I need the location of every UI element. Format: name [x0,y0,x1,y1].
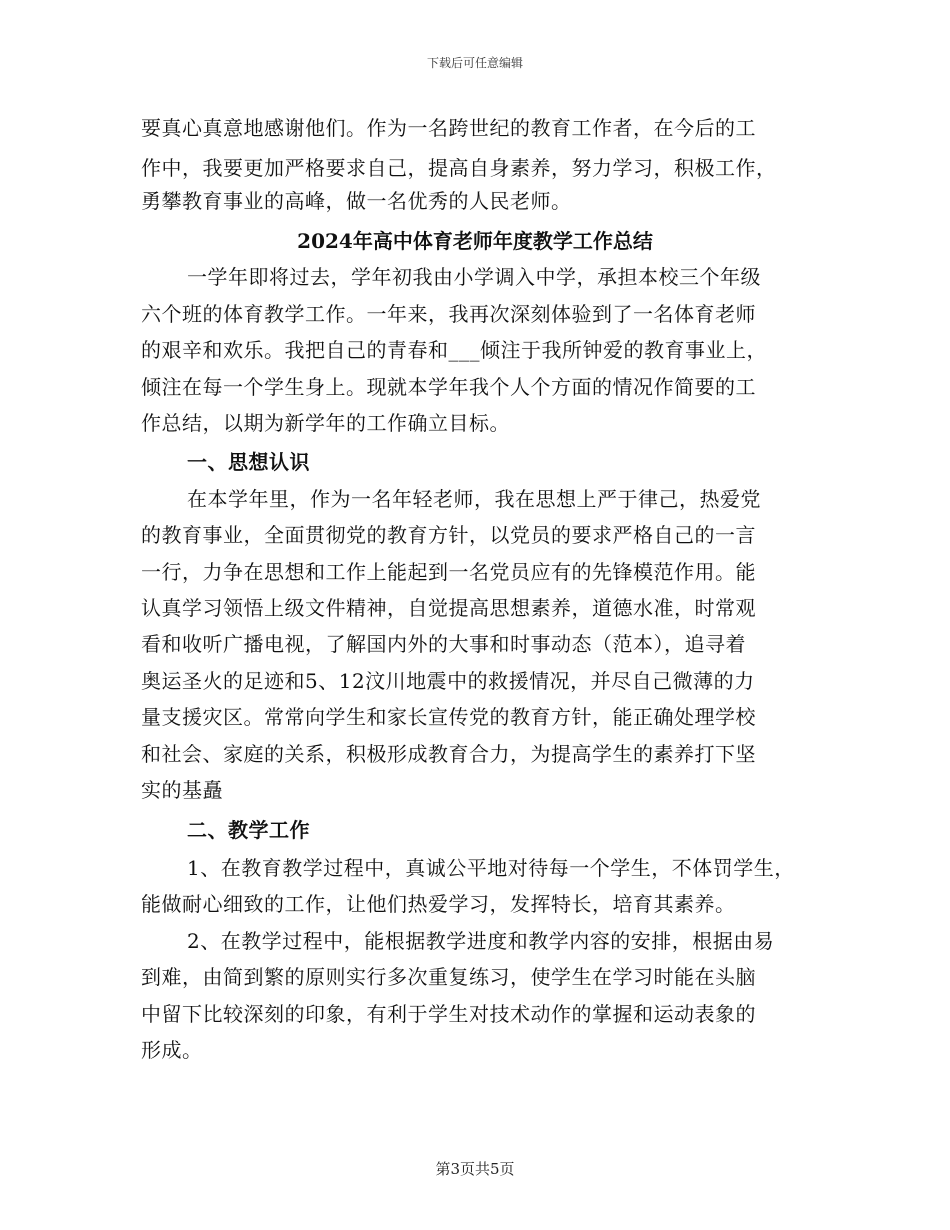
paragraph-line: 形成。 [141,1038,203,1062]
paragraph-line: 和社会、家庭的关系，积极形成教育合力，为提高学生的素养打下坚 [141,742,756,766]
paragraph-line: 1、在教育教学过程中，真诚公平地对待每一个学生，不体罚学生， [187,856,795,880]
paragraph-line: 量支援灾区。常常向学生和家长宣传党的教育方针，能正确处理学校 [141,705,756,729]
intro-line: 作中，我要更加严格要求自己，提高自身素养，努力学习，积极工作， [141,156,777,180]
paragraph-line: 2、在教学过程中，能根据教学进度和教学内容的安排，根据由易 [187,929,775,953]
paragraph-line: 一学年即将过去，学年初我由小学调入中学，承担本校三个年级 [187,265,761,289]
paragraph-line: 看和收听广播电视，了解国内外的大事和时事动态（范本），追寻着 [141,632,746,656]
intro-line: 要真心真意地感谢他们。作为一名跨世纪的教育工作者，在今后的工 [141,116,756,140]
paragraph-line: 认真学习领悟上级文件精神，自觉提高思想素养，道德水准，时常观 [141,596,756,620]
page-header: 下载后可任意编辑 [426,56,523,70]
document-title: 2024年高中体育老师年度教学工作总结 [297,229,653,253]
paragraph-line: 到难，由简到繁的原则实行多次重复练习，使学生在学习时能在头脑 [141,965,756,989]
paragraph-line: 奥运圣火的足迹和5、12汶川地震中的救援情况，并尽自己微薄的力 [141,669,755,693]
section-heading-thought: 一、思想认识 [187,450,310,474]
intro-line: 勇攀教育事业的高峰，做一名优秀的人民老师。 [141,189,572,213]
section-heading-teaching: 二、教学工作 [187,818,310,842]
paragraph-line: 实的基矗 [141,778,223,802]
paragraph-line: 的艰辛和欢乐。我把自己的青春和___倾注于我所钟爱的教育事业上， [141,338,767,362]
paragraph-line: 作总结，以期为新学年的工作确立目标。 [141,411,510,435]
paragraph-line: 六个班的体育教学工作。一年来，我再次深刻体验到了一名体育老师 [141,302,756,326]
paragraph-line: 的教育事业，全面贯彻党的教育方针，以党员的要求严格自己的一言 [141,523,756,547]
paragraph-line: 在本学年里，作为一名年轻老师，我在思想上严于律己，热爱党 [187,487,761,511]
paragraph-line: 倾注在每一个学生身上。现就本学年我个人个方面的情况作简要的工 [141,375,756,399]
paragraph-line: 一行，力争在思想和工作上能起到一名党员应有的先锋模范作用。能 [141,560,756,584]
paragraph-line: 能做耐心细致的工作，让他们热爱学习，发挥特长，培育其素养。 [141,892,736,916]
page-number-footer: 第3页共5页 [435,1160,515,1178]
paragraph-line: 中留下比较深刻的印象，有利于学生对技术动作的掌握和运动表象的 [141,1002,756,1026]
